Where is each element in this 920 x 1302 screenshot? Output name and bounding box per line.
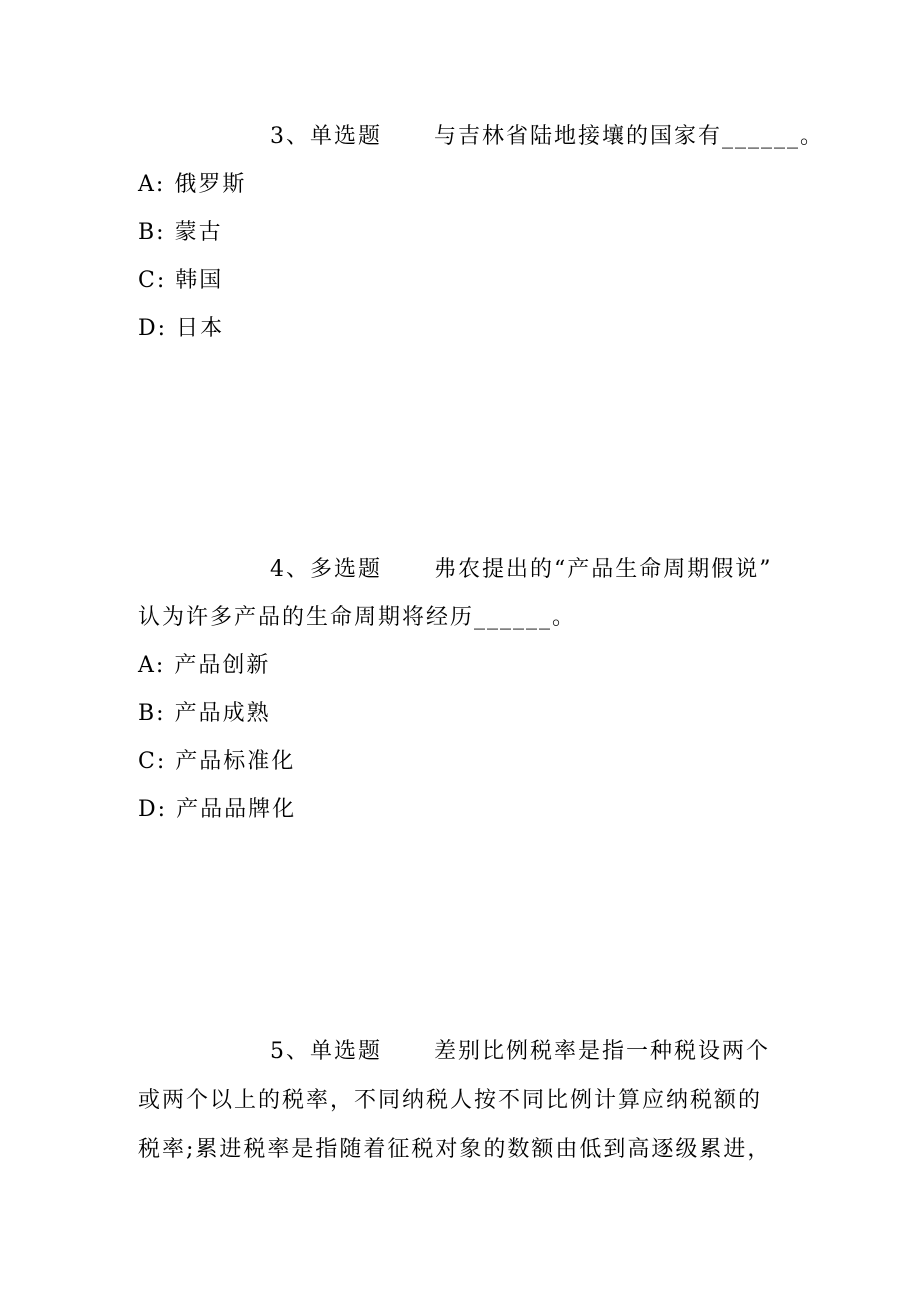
question-3-option-b[interactable] <box>138 218 223 248</box>
question-5-stem-line-1: 差别比例税率是指一种税设两个 <box>434 1039 771 1064</box>
option-key: B: <box>138 701 166 726</box>
option-text: 产品标准化 <box>175 749 296 774</box>
question-5-stem-line-2: 或两个以上的税率，不同纳税人按不同比例计算应纳税额的 <box>138 1088 763 1113</box>
question-3-stem-line-1: 与吉林省陆地接壤的国家有______。 <box>434 124 825 149</box>
option-key: A: <box>138 653 166 678</box>
question-4-option-a[interactable] <box>138 651 270 681</box>
question-5-number-type: 5、单选题 <box>270 1039 382 1064</box>
question-4-header <box>270 555 773 585</box>
option-text: 产品创新 <box>174 653 271 678</box>
option-text: 产品成熟 <box>174 701 271 726</box>
option-text: 产品品牌化 <box>176 797 297 822</box>
question-4-stem-line-1: 弗农提出的“产品生命周期假说” <box>434 557 773 582</box>
option-text: 蒙古 <box>174 220 223 245</box>
question-4-stem-line-2: 认为许多产品的生命周期将经历______。 <box>138 605 577 630</box>
question-3-header <box>270 122 824 152</box>
question-3-option-a[interactable] <box>138 170 246 200</box>
option-key: D: <box>138 316 168 341</box>
question-3-option-c[interactable] <box>138 266 223 296</box>
option-key: D: <box>138 797 168 822</box>
option-key: B: <box>138 220 166 245</box>
question-3-option-d[interactable] <box>138 314 224 344</box>
question-4-option-b[interactable] <box>138 699 271 729</box>
question-3-number-type: 3、单选题 <box>270 124 382 149</box>
question-4-option-c[interactable] <box>138 747 295 777</box>
question-5-header <box>270 1037 770 1067</box>
option-key: C: <box>138 268 167 293</box>
option-text: 日本 <box>176 316 225 341</box>
option-key: A: <box>138 172 166 197</box>
option-text: 韩国 <box>175 268 224 293</box>
question-4-option-d[interactable] <box>138 795 296 825</box>
question-5-stem-line-3: 税率;累进税率是指随着征税对象的数额由低到高逐级累进， <box>138 1137 772 1162</box>
option-text: 俄罗斯 <box>174 172 247 197</box>
question-4-number-type: 4、多选题 <box>270 557 382 582</box>
option-key: C: <box>138 749 167 774</box>
